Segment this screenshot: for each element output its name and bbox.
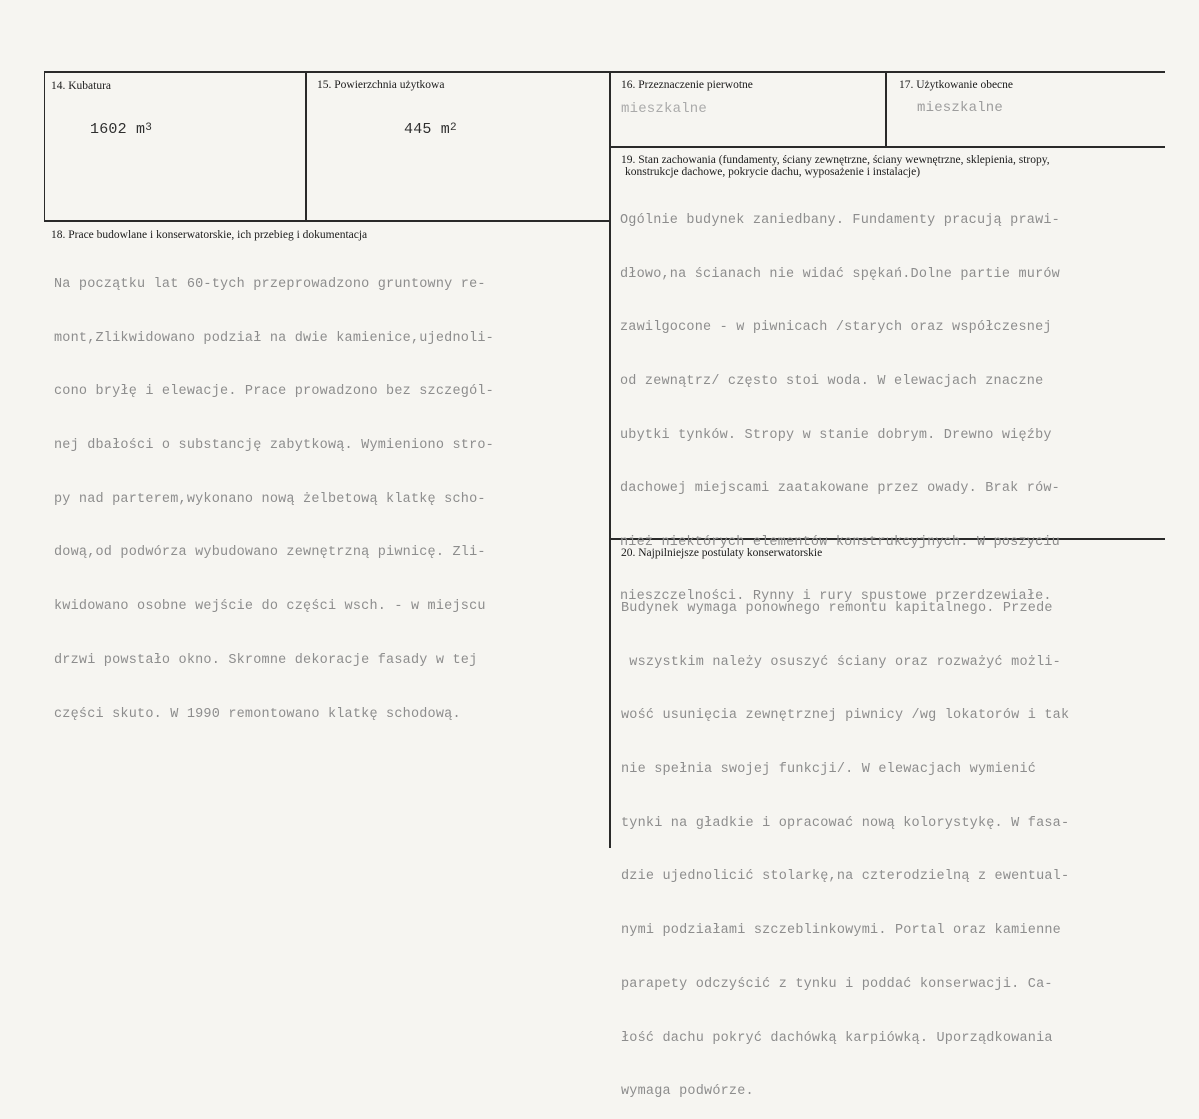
- rule-under-16-17: [610, 146, 1165, 148]
- text-line: wość usunięcia zewnętrznej piwnicy /wg lokatorów i tak: [621, 708, 1070, 724]
- text-line: Budynek wymaga ponownego remontu kapitalnego. Przede: [621, 600, 1053, 616]
- field-15-value: 445 $m^2$: [404, 121, 457, 138]
- text-line: części skuto. W 1990 remontowano klatkę schodową.: [54, 706, 461, 722]
- divider-14-15: [305, 71, 307, 221]
- left-rule: [44, 71, 45, 221]
- field-14-value: 1602 $m^3$: [90, 121, 153, 138]
- text-line: parapety odczyścić z tynku i poddać konserwacji. Ca-: [621, 976, 1053, 992]
- rule-under-14-15: [44, 220, 610, 222]
- text-line: od zewnątrz/ często stoi woda. W elewacjach znaczne: [620, 373, 1044, 389]
- text-line: Na początku lat 60-tych przeprowadzono gruntowny re-: [54, 276, 486, 292]
- divider-16-17: [885, 71, 887, 146]
- text-line: cono bryłę i elewacje. Prace prowadzono bez szczegól-: [54, 384, 494, 400]
- text-line: dłowo,na ścianach nie widać spękań.Dolne partie murów: [620, 266, 1060, 282]
- text-line: dową,od podwórza wybudowano zewnętrzną piwnicę. Zli-: [54, 545, 486, 561]
- field-18-label: 18. Prace budowlane i konserwatorskie, ich przebieg i dokumentacja: [51, 229, 368, 241]
- text-line: zawilgocone - w piwnicach /starych oraz współczesnej: [620, 320, 1052, 336]
- top-rule: [44, 71, 1165, 73]
- text-line: tynki na gładkie i opracować nową kolorystykę. W fasa-: [621, 815, 1070, 831]
- text-line: dachowej miejscami zaatakowane przez owady. Brak rów-: [620, 481, 1060, 497]
- text-line: łość dachu pokryć dachówką karpiówką. Uporządkowania: [621, 1030, 1053, 1046]
- field-15-label: 15. Powierzchnia użytkowa: [317, 79, 445, 91]
- field-14-label: 14. Kubatura: [51, 80, 112, 92]
- text-line: mont,Zlikwidowano podział na dwie kamienice,ujednoli-: [54, 330, 494, 346]
- text-line: nymi podziałami szczeblinkowymi. Portal oraz kamienne: [621, 923, 1061, 939]
- text-line: ubytki tynków. Stropy w stanie dobrym. Drewno więźby: [620, 427, 1052, 443]
- text-line: nież niektórych elementów konstrukcyjnych. W poszyciu: [620, 535, 1060, 551]
- field-16-label: 16. Przeznaczenie pierwotne: [621, 79, 753, 91]
- field-19-label: [621, 154, 1050, 178]
- text-line: nej dbałości o substancję zabytkową. Wymieniono stro-: [54, 437, 494, 453]
- text-line: dzie ujednolicić stolarkę,na czterodzielną z ewentual-: [621, 869, 1070, 885]
- text-line: Ogólnie budynek zaniedbany. Fundamenty pracują prawi-: [620, 212, 1060, 228]
- field-20-label: 20. Najpilniejsze postulaty konserwatorskie: [621, 547, 823, 559]
- field-17-value: mieszkalne: [917, 100, 1004, 116]
- label-line: konstrukcje dachowe, pokrycie dachu, wyposażenie i instalacje): [625, 166, 921, 178]
- text-line: nie spełnia swojej funkcji/. W elewacjach wymienić: [621, 761, 1037, 777]
- text-line: wszystkim należy osuszyć ściany oraz rozważyć możli-: [621, 654, 1061, 670]
- field-20-text: [621, 564, 1069, 1119]
- center-divider: [609, 71, 611, 848]
- field-18-text: [54, 240, 494, 741]
- unit-exponent: 2: [450, 122, 457, 134]
- unit-exponent: 3: [145, 122, 153, 134]
- text-line: kwidowano osobne wejście do części wsch. - w miejscu: [54, 599, 486, 615]
- field-16-value: mieszkalne: [621, 101, 708, 117]
- text-line: nieszczelności. Rynny i rury spustowe przerdzewiałe.: [620, 588, 1052, 604]
- text-line: wymaga podwórze.: [621, 1084, 754, 1100]
- field-17-label: 17. Użytkowanie obecne: [899, 79, 1014, 91]
- label-line: 19. Stan zachowania (fundamenty, ściany zewnętrzne, ściany wewnętrzne, sklepienia, stropy,: [621, 154, 1050, 166]
- text-line: py nad parterem,wykonano nową żelbetową klatkę scho-: [54, 491, 486, 507]
- text-line: drzwi powstało okno. Skromne dekoracje fasady w tej: [54, 652, 478, 668]
